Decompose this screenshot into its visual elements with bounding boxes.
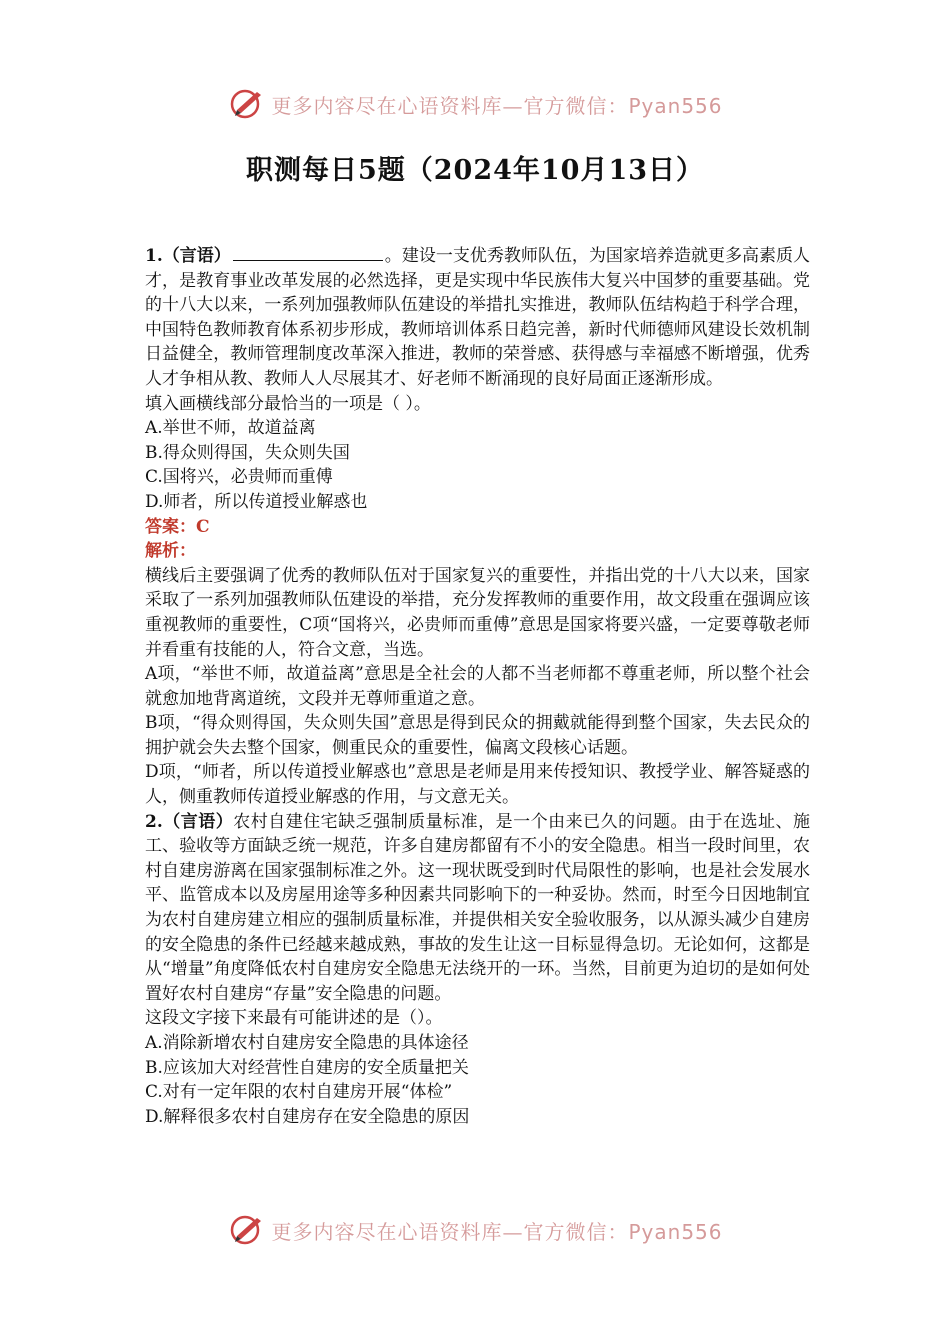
question-1-answer: 答案：C bbox=[145, 516, 210, 537]
question-2-number: 2. bbox=[145, 811, 163, 832]
question-2-option-a: A.消除新增农村自建房安全隐患的具体途径 bbox=[145, 1033, 469, 1053]
document-body bbox=[145, 243, 810, 1129]
header-watermark-banner bbox=[0, 82, 950, 126]
pen-logo-icon bbox=[227, 1210, 267, 1250]
wechat-id: Pyan556 bbox=[628, 1219, 723, 1244]
page-title: 职测每日5题（2024年10月13日） bbox=[245, 155, 705, 186]
analysis-paragraph: 横线后主要强调了优秀的教师队伍对于国家复兴的重要性，并指出党的十八大以来，国家采取了一系列加强教师队伍建设的举措，充分发挥教师的重要作用，故文段重在强调应该重视教师的重要性，C项“国将兴，必贵师而重傅”意思是国家将要兴盛，一定要尊敬老师并看重有技能的人，符合文意，当选。 bbox=[145, 565, 810, 660]
question-2-option-b: B.应该加大对经营性自建房的安全质量把关 bbox=[145, 1057, 469, 1078]
question-1-tag: （言语） bbox=[162, 246, 231, 266]
question-1-option-b: B.得众则得国，失众则失国 bbox=[145, 442, 350, 463]
wechat-id: Pyan556 bbox=[628, 93, 723, 118]
analysis-paragraph: D项，“师者，所以传道授业解惑也”意思是老师是用来传授知识、教授学业、解答疑惑的人，侧重教师传道授业解惑的作用，与文意无关。 bbox=[145, 762, 810, 808]
question-1-option-c: C.国将兴，必贵师而重傅 bbox=[145, 467, 333, 488]
question-2-stem bbox=[145, 810, 810, 1007]
question-1-option-a: A.举世不师，故道益离 bbox=[145, 418, 316, 439]
question-2-tag: （言语） bbox=[162, 811, 234, 832]
question-1-prompt: 填入画横线部分最恰当的一项是（ ）。 bbox=[145, 393, 431, 414]
analysis-label: 解析： bbox=[145, 541, 196, 562]
question-2-prompt: 这段文字接下来最有可能讲述的是（）。 bbox=[145, 1008, 443, 1029]
watermark-text: 更多内容尽在心语资料库—官方微信：Pyan556 bbox=[271, 1219, 723, 1244]
question-1-text: 。建设一支优秀教师队伍，为国家培养造就更多高素质人才，是教育事业改革发展的必然选择，更是实现中华民族伟大复兴中国梦的重要基础。党的十八大以来，一系列加强教师队伍建设的举措扎实推进，教师队伍结构趋于科学合理，中国特色教师教育体系初步形成，教师培训体系日趋完善，新时代师德师风建设长效机制日益健全，教师管理制度改革深入推进，教师的荣誉感、获得感与幸福感不断增强，优秀人才争相从教、教师人人尽展其才、好老师不断涌现的良好局面正逐渐形成。 bbox=[145, 246, 811, 389]
question-1-stem bbox=[145, 243, 810, 392]
question-2-text: 农村自建住宅缺乏强制质量标准，是一个由来已久的问题。由于在选址、施工、验收等方面缺乏统一规范，许多自建房都留有不小的安全隐患。相当一段时间里，农村自建房游离在国家强制标准之外。这一现状既受到时代局限性的影响，也是社会发展水平、监管成本以及房屋用途等多种因素共同影响下的一种妥协。然而，时至今日因地制宜为农村自建房建立相应的强制质量标准，并提供相关安全验收服务，以从源头减少自建房的安全隐患的条件已经越来越成熟，事故的发生让这一目标显得急切。无论如何，这都是从“增量”角度降低农村自建房安全隐患无法绕开的一环。当然，目前更为迫切的是如何处置好农村自建房“存量”安全隐患的问题。 bbox=[145, 811, 811, 1004]
question-2-option-c: C.对有一定年限的农村自建房开展“体检” bbox=[145, 1082, 453, 1103]
question-2-option-d: D.解释很多农村自建房存在安全隐患的原因 bbox=[145, 1106, 470, 1127]
footer-watermark-banner bbox=[0, 1208, 950, 1252]
analysis-paragraph: B项，“得众则得国，失众则失国”意思是得到民众的拥戴就能得到整个国家，失去民众的拥护就会失去整个国家，侧重民众的重要性，偏离文段核心话题。 bbox=[145, 713, 810, 758]
fill-blank-line bbox=[233, 243, 383, 261]
question-1-option-d: D.师者，所以传道授业解惑也 bbox=[145, 491, 368, 512]
watermark-text: 更多内容尽在心语资料库—官方微信：Pyan556 bbox=[271, 93, 723, 118]
question-1-number: 1. bbox=[145, 246, 163, 266]
pen-logo-icon bbox=[227, 84, 267, 124]
analysis-paragraph: A项，“举世不师，故道益离”意思是全社会的人都不当老师都不尊重老师，所以整个社会就愈加地背离道统，文段并无尊师重道之意。 bbox=[145, 664, 810, 709]
